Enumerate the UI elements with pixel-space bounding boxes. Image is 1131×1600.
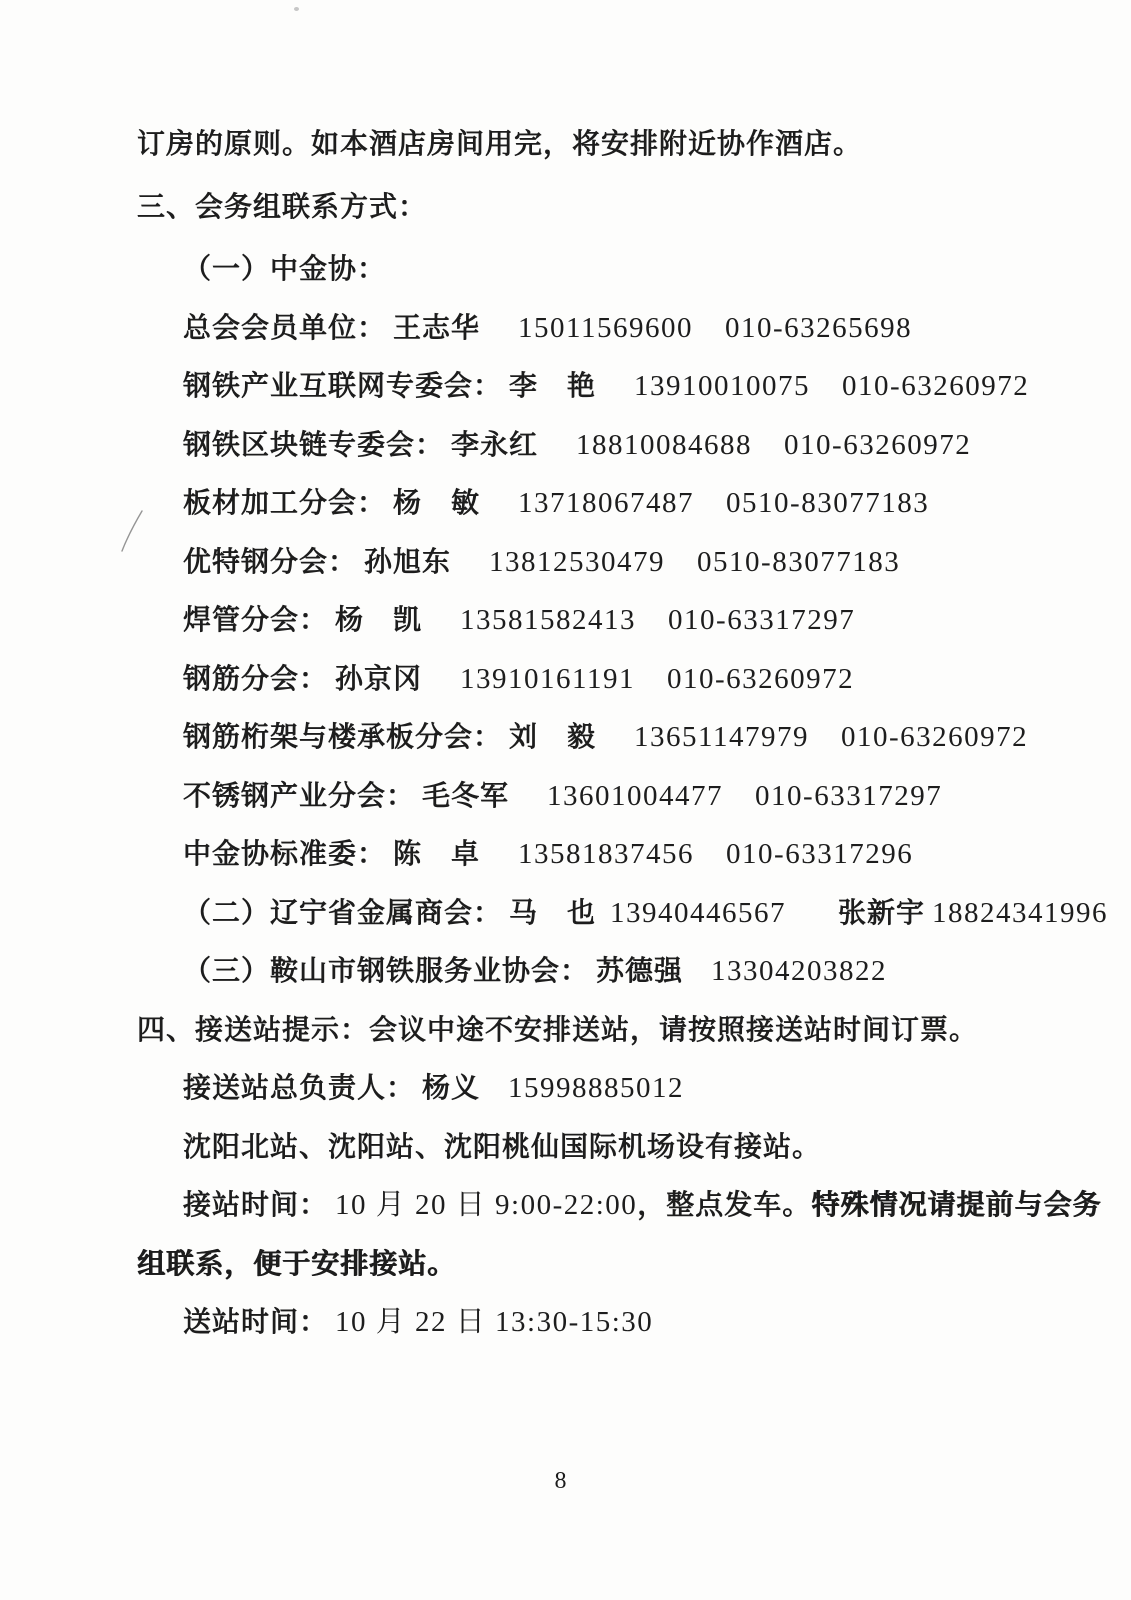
group2-name: 马 也 xyxy=(509,896,597,928)
group3-name: 苏德强 xyxy=(596,955,684,986)
contact-name: 刘 毅 xyxy=(509,721,597,752)
contact-tel: 010-63260972 xyxy=(840,721,1029,753)
contact-name: 杨 敏 xyxy=(393,487,481,518)
contact-org: 优特钢分会： xyxy=(183,545,358,577)
contact-name: 孙旭东 xyxy=(364,545,452,577)
page-number: 8 xyxy=(554,1468,567,1494)
group3-org: （三）鞍山市钢铁服务业协会： xyxy=(183,955,590,986)
contact-mobile: 13910161191 xyxy=(460,662,635,695)
pickup-tail: ，整点发车。 xyxy=(637,1189,812,1220)
contact-tel: 010-63260972 xyxy=(666,662,855,695)
contact-mobile: 13651147979 xyxy=(634,721,809,753)
document-content xyxy=(137,127,1109,1364)
contact-org: 钢筋桁架与楼承板分会： xyxy=(183,721,503,752)
group2-phone: 13940446567 xyxy=(610,896,787,929)
group3-line xyxy=(137,954,1067,988)
contact-tel: 010-63260972 xyxy=(842,370,1030,402)
intro-line: 订房的原则。如本酒店房间用完，将安排附近协作酒店。 xyxy=(137,128,863,159)
contact-mobile: 13812530479 xyxy=(489,545,666,578)
contact-org: 板材加工分会： xyxy=(183,487,387,518)
group2-org: （二）辽宁省金属商会： xyxy=(183,896,503,928)
coordinator-line xyxy=(137,1071,1067,1105)
dropoff-label: 送站时间： xyxy=(183,1306,329,1337)
contact-name: 李永红 xyxy=(451,428,539,460)
contact-row xyxy=(137,428,1067,462)
contact-tel: 0510-83077183 xyxy=(726,487,930,519)
contact-org: 总会会员单位： xyxy=(183,311,387,343)
contact-tel: 010-63317296 xyxy=(726,838,914,870)
contact-row xyxy=(137,720,1067,754)
contact-mobile: 13910010075 xyxy=(634,370,811,402)
contact-org: 钢筋分会： xyxy=(183,662,329,694)
section3-heading: 三、会务组联系方式： xyxy=(137,190,428,222)
contact-mobile: 13601004477 xyxy=(547,779,724,812)
contact-mobile: 18810084688 xyxy=(576,428,753,461)
group2-line xyxy=(137,896,1109,930)
contact-row xyxy=(137,837,1067,871)
contact-row xyxy=(137,369,1067,403)
pickup-datetime: 10 月 20 日 9:00-22:00 xyxy=(335,1189,638,1221)
contact-row xyxy=(137,779,1067,813)
contact-name: 陈 卓 xyxy=(393,838,481,869)
contact-name: 孙京冈 xyxy=(335,662,423,694)
coordinator-label: 接送站总负责人： xyxy=(183,1072,416,1103)
group1-heading: （一）中金协： xyxy=(183,253,387,284)
coordinator-phone: 15998885012 xyxy=(508,1072,685,1104)
section4-heading: 四、接送站提示：会议中途不安排送站，请按照接送站时间订票。 xyxy=(137,1013,979,1045)
contact-row xyxy=(137,545,1067,579)
scan-speck xyxy=(294,7,299,11)
contact-name: 王志华 xyxy=(393,311,481,343)
contact-org: 不锈钢产业分会： xyxy=(183,779,416,811)
contact-name: 杨 凯 xyxy=(335,604,423,635)
pickup-line-2: 组联系，便于安排接站。 xyxy=(137,1247,457,1279)
contact-mobile: 13718067487 xyxy=(518,487,695,519)
contact-tel: 010-63317297 xyxy=(668,604,856,636)
group3-phone: 13304203822 xyxy=(711,955,888,987)
contact-tel: 010-63260972 xyxy=(784,428,972,461)
dropoff-line xyxy=(137,1305,1067,1339)
coordinator-name: 杨义 xyxy=(422,1072,481,1103)
pickup-label: 接站时间： xyxy=(183,1189,329,1220)
pickup-line-1 xyxy=(137,1188,1102,1222)
contact-tel: 010-63265698 xyxy=(724,311,913,344)
contact-org: 钢铁产业互联网专委会： xyxy=(183,370,503,401)
contact-org: 钢铁区块链专委会： xyxy=(183,428,445,460)
contact-name: 李 艳 xyxy=(509,370,597,401)
contact-name: 毛冬军 xyxy=(422,779,510,811)
contact-org: 焊管分会： xyxy=(183,604,329,635)
group2-name2: 张新宇 xyxy=(838,896,926,928)
contact-mobile: 15011569600 xyxy=(518,311,693,344)
contact-mobile: 13581837456 xyxy=(518,838,695,870)
contact-row xyxy=(137,603,1067,637)
pickup-note-part1: 特殊情况请提前与会务 xyxy=(811,1189,1102,1220)
contact-row xyxy=(137,662,1067,696)
contact-row xyxy=(137,486,1067,520)
contact-org: 中金协标准委： xyxy=(183,838,387,869)
dropoff-datetime: 10 月 22 日 13:30-15:30 xyxy=(335,1306,654,1338)
stations-line: 沈阳北站、沈阳站、沈阳桃仙国际机场设有接站。 xyxy=(183,1130,822,1162)
group2-phone2: 18824341996 xyxy=(932,896,1109,929)
contact-row xyxy=(137,311,1067,345)
contact-list xyxy=(137,311,1067,872)
contact-tel: 010-63317297 xyxy=(755,779,943,812)
contact-tel: 0510-83077183 xyxy=(697,545,901,578)
contact-mobile: 13581582413 xyxy=(460,604,637,636)
